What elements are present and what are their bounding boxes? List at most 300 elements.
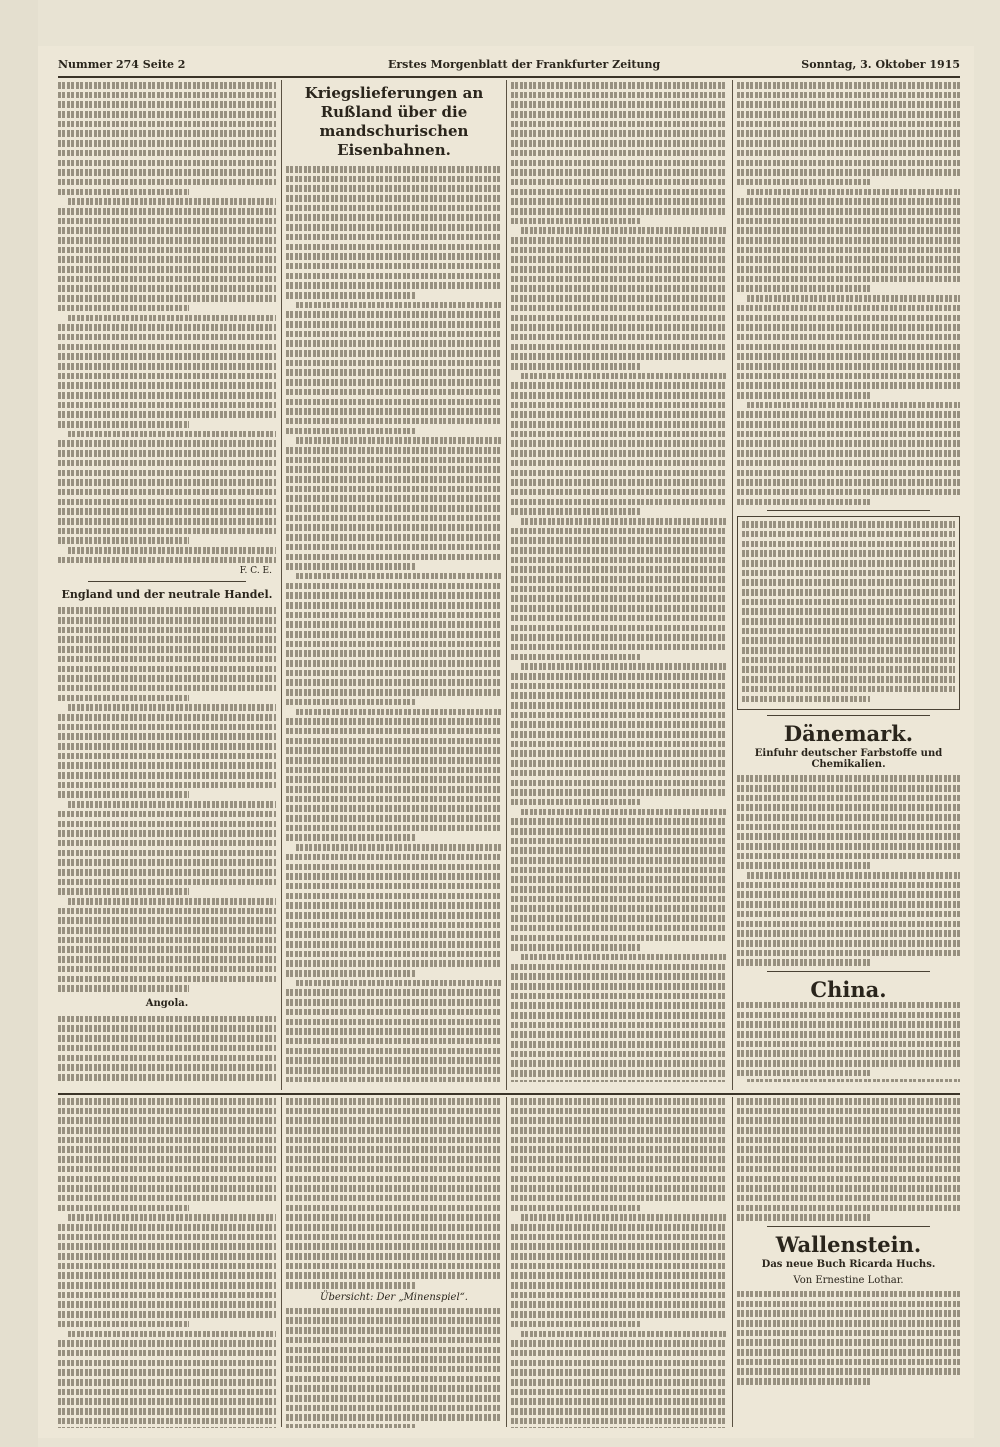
text-line xyxy=(511,1360,727,1367)
text-line xyxy=(737,1291,960,1298)
text-line xyxy=(286,1385,502,1392)
text-line xyxy=(737,82,960,89)
text-line xyxy=(511,750,727,757)
text-line xyxy=(286,1376,502,1383)
text-line xyxy=(58,140,276,147)
text-line xyxy=(511,101,727,108)
text-line xyxy=(286,282,502,289)
text-line xyxy=(58,1195,276,1202)
text-line xyxy=(511,1022,727,1029)
text-line xyxy=(511,363,641,370)
text-line xyxy=(286,418,502,425)
text-line xyxy=(511,799,641,806)
text-line xyxy=(68,801,276,808)
text-line xyxy=(58,1108,276,1115)
text-line xyxy=(286,951,502,958)
text-line xyxy=(286,747,502,754)
text-line xyxy=(737,1359,960,1366)
text-line xyxy=(58,1234,276,1241)
text-line xyxy=(58,1340,276,1347)
text-line xyxy=(58,382,276,389)
text-line xyxy=(286,718,502,725)
text-line xyxy=(511,1012,727,1019)
text-line xyxy=(58,927,276,934)
text-line xyxy=(58,1074,276,1081)
text-line xyxy=(521,518,727,525)
text-line xyxy=(58,460,276,467)
text-line xyxy=(286,757,502,764)
text-line xyxy=(286,360,502,367)
text-line xyxy=(737,315,960,322)
text-line xyxy=(58,607,276,614)
text-line xyxy=(286,1214,502,1221)
text-line xyxy=(511,324,727,331)
text-line xyxy=(286,689,502,696)
text-line xyxy=(511,460,727,467)
text-line xyxy=(511,944,641,951)
text-line xyxy=(286,912,502,919)
section-heading: England und der neutrale Handel. xyxy=(61,588,273,602)
text-line xyxy=(511,508,641,515)
text-line xyxy=(737,1195,960,1202)
text-line xyxy=(737,121,960,128)
text-line xyxy=(58,879,276,886)
text-line xyxy=(511,1146,727,1153)
text-line xyxy=(58,888,189,895)
text-line xyxy=(58,344,276,351)
text-line xyxy=(511,1301,727,1308)
text-line xyxy=(286,1028,502,1035)
text-line xyxy=(737,1214,871,1221)
text-line xyxy=(58,821,276,828)
text-line xyxy=(511,867,727,874)
text-line xyxy=(511,179,727,186)
text-line xyxy=(58,782,276,789)
text-line xyxy=(58,1166,276,1173)
text-line xyxy=(742,618,955,625)
text-line xyxy=(58,1117,276,1124)
issue-number: Nummer 274 Seite 2 xyxy=(58,58,186,71)
text-line xyxy=(58,1418,276,1425)
text-line xyxy=(742,657,955,664)
text-line xyxy=(737,1176,960,1183)
text-line xyxy=(737,853,960,860)
text-line xyxy=(737,901,960,908)
text-line xyxy=(511,692,727,699)
text-line xyxy=(742,599,955,606)
text-line xyxy=(511,208,727,215)
text-line xyxy=(737,1339,960,1346)
text-line xyxy=(58,528,276,535)
text-line xyxy=(58,1253,276,1260)
text-line xyxy=(58,1098,276,1105)
feuilleton-subtitle: Das neue Buch Ricarda Huchs. xyxy=(761,1258,936,1270)
text-line xyxy=(286,970,416,977)
text-line xyxy=(58,791,189,798)
text-line xyxy=(58,1389,276,1396)
text-line xyxy=(511,838,727,845)
text-line xyxy=(58,917,276,924)
text-line xyxy=(58,1243,276,1250)
text-line xyxy=(58,627,276,634)
text-line xyxy=(737,111,960,118)
text-line xyxy=(511,789,727,796)
text-line xyxy=(58,121,276,128)
text-line xyxy=(286,1057,502,1064)
text-line xyxy=(737,950,960,957)
text-line xyxy=(737,431,960,438)
text-line xyxy=(286,602,502,609)
text-line xyxy=(747,1079,960,1082)
text-line xyxy=(58,1263,276,1270)
text-line xyxy=(58,1311,276,1318)
text-line xyxy=(511,1389,727,1396)
text-line xyxy=(511,82,727,89)
text-line xyxy=(286,1308,502,1315)
text-line xyxy=(511,1041,727,1048)
text-line xyxy=(58,111,276,118)
section-subheading: Einfuhr deutscher Farbstoffe und Chemikalien. xyxy=(754,748,943,771)
text-line xyxy=(737,1368,960,1375)
text-line xyxy=(511,1166,727,1173)
text-line xyxy=(58,733,276,740)
text-line xyxy=(286,767,502,774)
text-line xyxy=(286,476,502,483)
column-divider xyxy=(506,80,507,1090)
column-divider xyxy=(732,80,733,1090)
text-line xyxy=(58,1408,276,1415)
text-line xyxy=(286,1224,502,1231)
text-line xyxy=(286,650,502,657)
text-line xyxy=(58,421,189,428)
text-line xyxy=(521,373,727,380)
text-line xyxy=(521,1331,727,1338)
text-line xyxy=(58,1360,276,1367)
article-title: Kriegslieferungen an Rußland über die mandschurischen Eisenbahnen. xyxy=(304,84,484,159)
text-line xyxy=(737,882,960,889)
text-line xyxy=(286,505,502,512)
text-line xyxy=(737,891,960,898)
text-line xyxy=(58,324,276,331)
text-line xyxy=(742,628,955,635)
text-line xyxy=(58,266,276,273)
text-line xyxy=(511,1176,727,1183)
text-line xyxy=(286,321,502,328)
text-line xyxy=(58,636,276,643)
text-line xyxy=(742,531,955,538)
text-line xyxy=(58,160,276,167)
text-line xyxy=(511,857,727,864)
text-line xyxy=(511,305,727,312)
text-line xyxy=(737,1156,960,1163)
text-line xyxy=(286,273,502,280)
text-line xyxy=(58,685,276,692)
text-line xyxy=(742,541,955,548)
text-line xyxy=(58,762,276,769)
text-line xyxy=(286,495,502,502)
text-line xyxy=(58,1224,276,1231)
text-line xyxy=(286,1366,502,1373)
text-line xyxy=(742,647,955,654)
text-line xyxy=(58,1369,276,1376)
text-line xyxy=(286,941,502,948)
text-line xyxy=(58,985,189,992)
text-line xyxy=(511,896,727,903)
text-line xyxy=(286,641,502,648)
text-line xyxy=(58,859,276,866)
text-line xyxy=(737,208,960,215)
text-line xyxy=(511,993,727,1000)
text-line xyxy=(286,1317,502,1324)
text-line xyxy=(58,656,276,663)
text-line xyxy=(58,411,276,418)
text-line xyxy=(286,1185,502,1192)
text-line xyxy=(737,940,960,947)
text-line xyxy=(58,675,276,682)
text-line xyxy=(511,247,727,254)
text-line xyxy=(58,276,276,283)
text-line xyxy=(58,189,189,196)
text-line xyxy=(286,1337,502,1344)
text-line xyxy=(58,1035,276,1042)
text-line xyxy=(737,324,960,331)
text-line xyxy=(511,760,727,767)
text-line xyxy=(58,772,276,779)
text-line xyxy=(742,686,955,693)
text-line xyxy=(511,566,727,573)
text-line xyxy=(286,1253,502,1260)
feuilleton-subheading: Übersicht: Der „Minenspiel“. xyxy=(320,1291,468,1303)
text-line xyxy=(286,340,502,347)
text-line xyxy=(58,1045,276,1052)
text-line xyxy=(58,714,276,721)
text-line xyxy=(286,389,502,396)
text-line xyxy=(742,676,955,683)
text-line xyxy=(737,1108,960,1115)
text-line xyxy=(742,637,955,644)
text-line xyxy=(737,1185,960,1192)
text-line xyxy=(286,428,416,435)
text-line xyxy=(511,1031,727,1038)
text-line xyxy=(511,1156,727,1163)
text-line xyxy=(511,721,727,728)
text-line xyxy=(286,253,502,260)
text-line xyxy=(58,1127,276,1134)
text-line xyxy=(737,1041,960,1048)
text-line xyxy=(58,557,276,564)
text-line xyxy=(511,886,727,893)
text-line xyxy=(737,392,871,399)
text-line xyxy=(737,1349,960,1356)
text-line xyxy=(737,150,960,157)
text-line xyxy=(58,285,276,292)
text-line xyxy=(58,1272,276,1279)
text-line xyxy=(742,696,870,703)
text-line xyxy=(286,311,502,318)
text-line xyxy=(58,353,276,360)
text-line xyxy=(286,214,502,221)
text-line xyxy=(58,753,276,760)
text-line xyxy=(511,1127,727,1134)
text-line xyxy=(58,1398,276,1405)
text-line xyxy=(286,1395,502,1402)
text-line xyxy=(737,804,960,811)
text-line xyxy=(68,1331,276,1338)
text-line xyxy=(286,1009,502,1016)
text-line xyxy=(511,392,727,399)
text-line xyxy=(511,189,727,196)
text-line xyxy=(511,1108,727,1115)
text-line xyxy=(737,247,960,254)
text-line xyxy=(286,1263,502,1270)
text-line xyxy=(511,150,727,157)
text-line xyxy=(511,450,727,457)
text-line xyxy=(286,1195,502,1202)
text-line xyxy=(286,1405,502,1412)
text-line xyxy=(286,1038,502,1045)
text-line xyxy=(511,1060,727,1067)
text-line xyxy=(511,557,727,564)
text-line xyxy=(511,741,727,748)
column-divider xyxy=(281,80,282,1090)
text-line xyxy=(286,1137,502,1144)
text-line xyxy=(511,315,727,322)
text-line xyxy=(511,634,727,641)
text-line xyxy=(58,470,276,477)
text-line xyxy=(286,292,416,299)
text-line xyxy=(737,1166,960,1173)
text-line xyxy=(286,1272,502,1279)
text-line xyxy=(511,1398,727,1405)
text-line xyxy=(737,1320,960,1327)
text-line xyxy=(511,818,727,825)
feuilleton-rule xyxy=(58,1093,960,1095)
text-line xyxy=(511,702,727,709)
text-line xyxy=(286,176,502,183)
text-line xyxy=(286,1282,416,1289)
article-signature: F. C. E. xyxy=(239,566,272,577)
text-line xyxy=(58,82,276,89)
text-line xyxy=(511,1243,727,1250)
text-line xyxy=(286,195,502,202)
text-line xyxy=(286,612,502,619)
text-line xyxy=(511,1137,727,1144)
text-line xyxy=(511,615,727,622)
text-line xyxy=(511,586,727,593)
text-line xyxy=(511,644,727,651)
text-line xyxy=(511,1369,727,1376)
text-line xyxy=(737,1021,960,1028)
text-line xyxy=(286,873,502,880)
text-line xyxy=(58,1321,189,1328)
text-line xyxy=(747,295,960,302)
text-line xyxy=(286,1234,502,1241)
text-line xyxy=(58,869,276,876)
text-line xyxy=(737,353,960,360)
page-header xyxy=(58,58,960,76)
text-line xyxy=(286,1356,502,1363)
text-line xyxy=(511,121,727,128)
text-line xyxy=(286,902,502,909)
text-line xyxy=(511,256,727,263)
feuilleton-author: Von Ernestine Lothar. xyxy=(793,1274,904,1286)
text-line xyxy=(737,1330,960,1337)
text-line xyxy=(511,1070,727,1077)
text-line xyxy=(286,1067,502,1074)
text-line xyxy=(737,1070,871,1077)
text-line xyxy=(737,344,960,351)
text-line xyxy=(511,344,727,351)
text-line xyxy=(58,479,276,486)
text-line xyxy=(58,946,276,953)
text-line xyxy=(511,1292,727,1299)
text-line xyxy=(286,854,502,861)
text-line xyxy=(58,305,189,312)
text-line xyxy=(737,1012,960,1019)
text-line xyxy=(511,198,727,205)
text-line xyxy=(737,227,960,234)
text-line xyxy=(286,234,502,241)
text-line xyxy=(511,1282,727,1289)
text-line xyxy=(58,1292,276,1299)
text-line xyxy=(58,237,276,244)
section-heading: China. xyxy=(810,976,887,1002)
text-line xyxy=(286,1019,502,1026)
text-line xyxy=(737,169,960,176)
text-line xyxy=(737,959,871,966)
text-line xyxy=(58,695,189,702)
text-line xyxy=(286,331,502,338)
text-line xyxy=(511,973,727,980)
text-line xyxy=(747,402,960,409)
text-line xyxy=(511,625,727,632)
text-line xyxy=(58,646,276,653)
text-line xyxy=(737,140,960,147)
text-line xyxy=(742,550,955,557)
text-line xyxy=(286,1243,502,1250)
column-divider xyxy=(506,1097,507,1427)
text-line xyxy=(511,964,727,971)
text-line xyxy=(286,554,502,561)
text-line xyxy=(737,1137,960,1144)
text-line xyxy=(737,305,960,312)
text-line xyxy=(286,583,502,590)
text-line xyxy=(511,1002,727,1009)
text-line xyxy=(58,1427,276,1428)
text-line xyxy=(511,160,727,167)
text-line xyxy=(58,499,276,506)
text-line xyxy=(58,508,276,515)
text-line xyxy=(511,169,727,176)
text-line xyxy=(58,150,276,157)
text-line xyxy=(58,1064,276,1071)
text-line xyxy=(511,576,727,583)
text-line xyxy=(511,411,727,418)
text-line xyxy=(58,666,276,673)
text-line xyxy=(511,479,727,486)
text-line xyxy=(511,402,727,409)
text-line xyxy=(68,898,276,905)
text-line xyxy=(286,786,502,793)
feuilleton-column-2 xyxy=(286,1098,502,1428)
text-line xyxy=(737,373,960,380)
text-line xyxy=(737,179,871,186)
text-line xyxy=(68,1214,276,1221)
text-line xyxy=(737,218,960,225)
text-line xyxy=(742,608,955,615)
text-line xyxy=(737,1205,960,1212)
section-heading: Dänemark. xyxy=(783,721,914,747)
